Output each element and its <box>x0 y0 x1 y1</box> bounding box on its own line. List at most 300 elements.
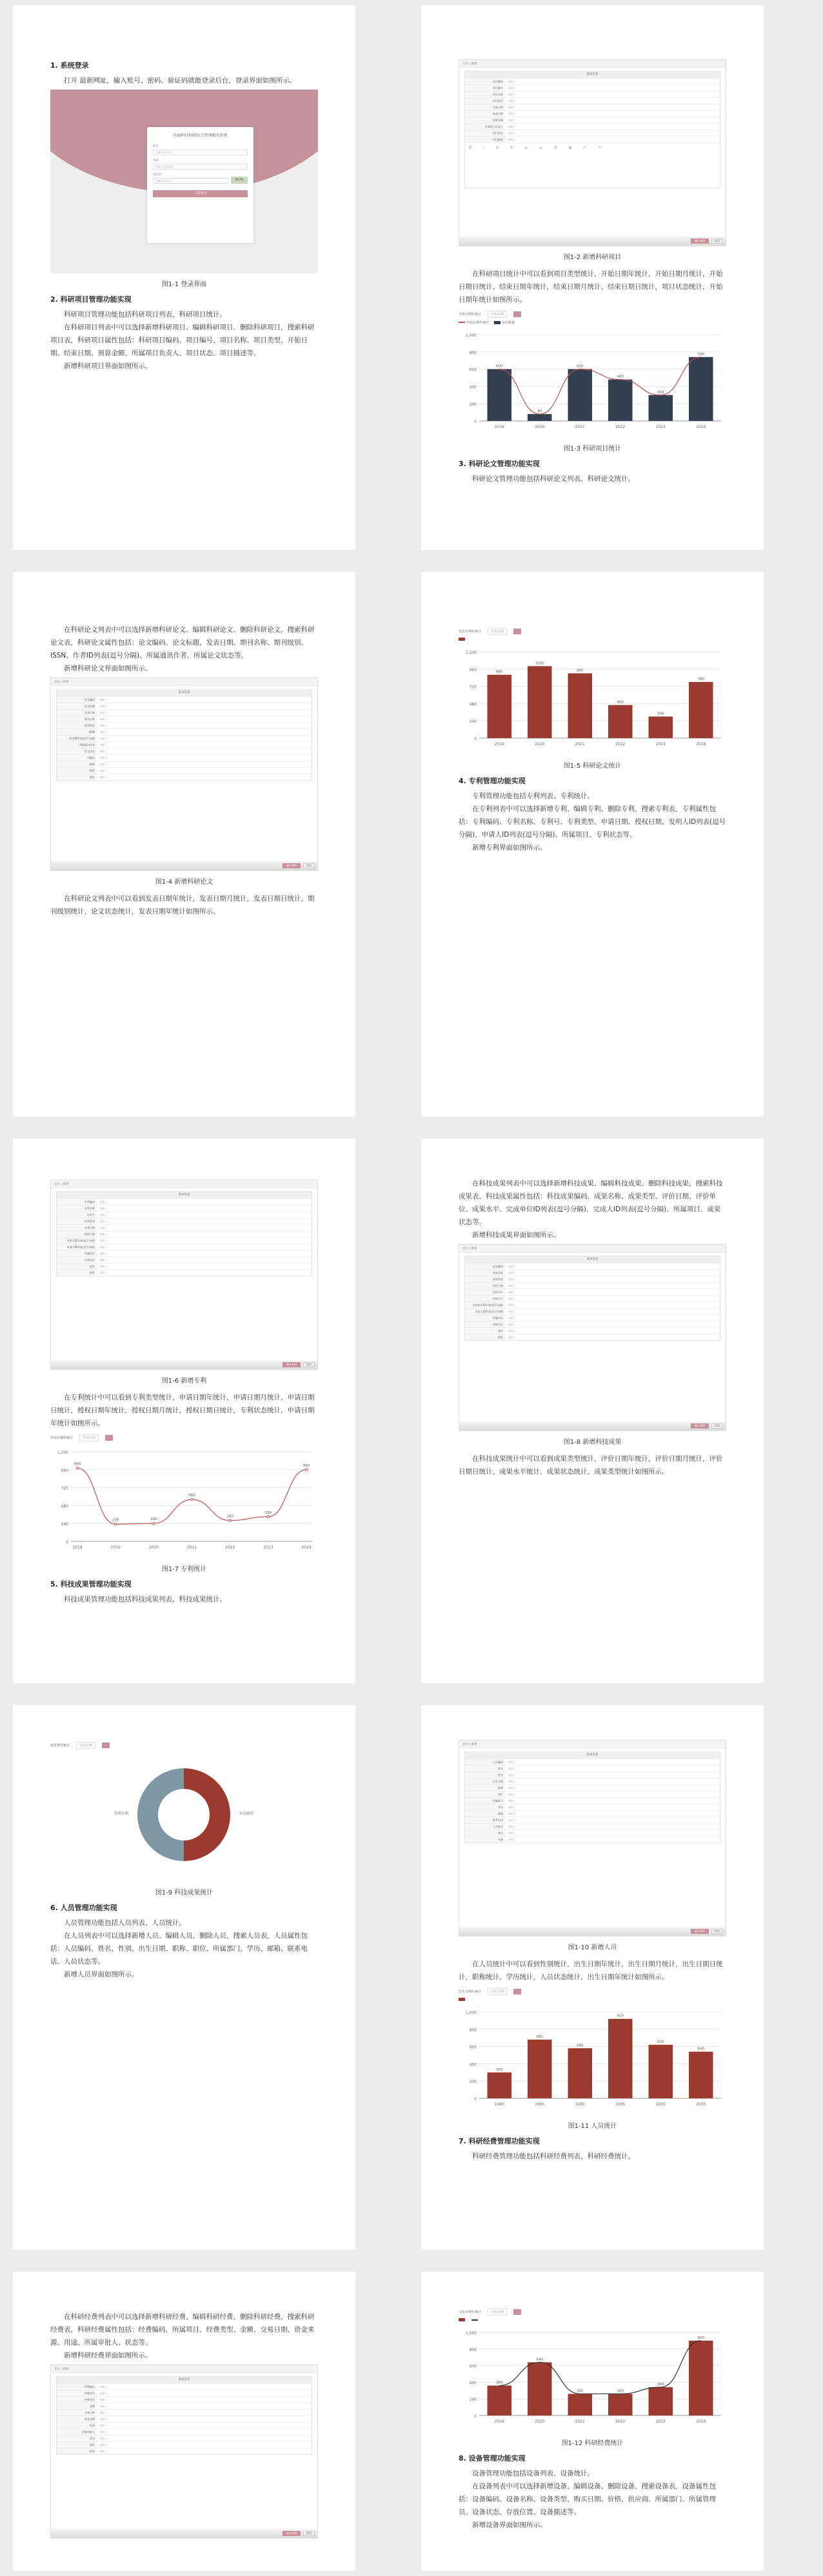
bar <box>528 2362 552 2415</box>
login-screenshot <box>50 90 318 273</box>
form-footer <box>51 1360 317 1369</box>
data-label: 960 <box>302 1463 310 1468</box>
legend-bar: 项目数量 <box>494 320 515 325</box>
form-row-label: 附件 <box>57 768 97 774</box>
form-row-input[interactable]: 请输入 <box>99 1252 107 1255</box>
form-row-label: 发明人ID列表(逗号分隔) <box>57 1238 97 1244</box>
chart-title: 申请日期年统计 <box>50 1436 74 1440</box>
form-row <box>465 78 720 84</box>
form-row-input[interactable]: 请输入 <box>99 1213 107 1216</box>
form-row-input[interactable]: 请输入 <box>508 1265 515 1268</box>
bar <box>649 717 673 739</box>
data-label: 260 <box>617 2389 624 2394</box>
bar <box>528 414 552 421</box>
form-row-input[interactable]: 请输入 <box>99 1258 107 1262</box>
form-row-label: 经费类型 <box>57 2397 97 2403</box>
form-rows <box>57 2383 312 2454</box>
form-row-input[interactable]: 请输入 <box>508 1806 515 1809</box>
form-row-input[interactable]: 请输入 <box>508 1838 515 1841</box>
chart-fig1-3 <box>459 309 726 438</box>
bar <box>488 675 512 738</box>
form-row-label: 预算金额 <box>465 117 505 123</box>
form-row-input[interactable]: 请输入 <box>508 1761 515 1764</box>
form-row-input[interactable]: 请输入 <box>508 1819 515 1822</box>
login-button[interactable]: 立即登录 <box>153 190 248 197</box>
form-row-input[interactable]: 请输入 <box>99 1245 107 1249</box>
search-button[interactable] <box>513 2309 521 2315</box>
form-row-label: 所属审批人 <box>57 2429 97 2435</box>
bar <box>488 2073 512 2098</box>
slice-label: 发明专利 <box>114 1812 128 1816</box>
date-filter[interactable]: 开始日期 <box>488 311 507 318</box>
form-row-input[interactable]: 请输入 <box>508 132 515 135</box>
form-row-label: 所属部门 <box>465 1798 505 1804</box>
data-label: 980 <box>74 1462 81 1467</box>
date-filter[interactable]: 开始日期 <box>488 628 507 635</box>
form-row-label: 姓名 <box>465 1766 505 1771</box>
x-tick-label: 2024 <box>696 425 706 429</box>
form-row-input[interactable]: 请输入 <box>508 1323 515 1326</box>
chart-fig1-7 <box>50 1432 318 1558</box>
form-row <box>465 1817 720 1823</box>
chart-title: 成果类型统计 <box>50 1743 70 1748</box>
form-row-label: 附件 <box>57 2448 97 2454</box>
para-s2-3: 新增科研项目界面如图所示。 <box>64 362 152 370</box>
x-tick-label: 2022 <box>615 742 626 746</box>
para-s7-1: 科研经费管理功能包括科研经费列表、科研经费统计。 <box>472 2152 635 2160</box>
form-row-input[interactable]: 请输入 <box>99 1207 107 1210</box>
cancel-button[interactable]: 取消 <box>711 1929 723 1934</box>
form-row-input[interactable]: 请输入 <box>99 1220 107 1223</box>
form-row <box>465 1308 720 1314</box>
form-row-input[interactable]: 请输入 <box>508 125 515 128</box>
form-row-input[interactable]: 请输入 <box>99 2385 107 2388</box>
confirm-button[interactable]: 确认新增 <box>691 239 709 244</box>
form-row-label: 人员状态 <box>465 1824 505 1830</box>
chart-fig1-5 <box>459 626 726 755</box>
heading-s2: 2. 科研项目管理功能实现 <box>50 295 132 304</box>
form-row-label: 成果编码 <box>465 1264 505 1269</box>
form-row-input[interactable]: 请输入 <box>99 2443 107 2446</box>
y-tick-label: 400 <box>469 2381 477 2386</box>
y-tick-label: 1,000 <box>465 333 477 338</box>
editor-toolbar[interactable]: B I U S ≡ ≡ ☰ ⧉ ↶ ↷ <box>465 142 720 188</box>
form-row-input[interactable]: 请输入 <box>99 743 107 746</box>
heading-s8: 8. 设备管理功能实现 <box>459 2454 526 2463</box>
form-row-input[interactable]: 请输入 <box>99 1239 107 1242</box>
caption-fig1-5: 图1-5 科研论文统计 <box>563 763 622 770</box>
form-row-input[interactable]: 请输入 <box>508 1310 515 1313</box>
form-row-input[interactable]: 请输入 <box>508 1793 515 1796</box>
y-tick-label: 0 <box>474 2097 477 2102</box>
form-row-label: 交易日期 <box>57 2410 97 2415</box>
heading-login: 1. 系统登录 <box>50 61 89 70</box>
form-row-input[interactable]: 请输入 <box>508 1291 515 1294</box>
form-row-input[interactable]: 请输入 <box>99 750 107 753</box>
y-tick-label: 960 <box>61 1468 68 1473</box>
password-label: 密码 <box>153 159 159 162</box>
data-label: 920 <box>617 2014 624 2018</box>
form-row <box>57 728 312 735</box>
cancel-button[interactable]: 取消 <box>303 2531 315 2536</box>
x-tick-label: 2018 <box>72 1545 83 1550</box>
para-s3-1: 科研论文管理功能包括科研论文列表、科研论文统计。 <box>472 475 635 483</box>
chart-fig1-12 <box>459 2307 726 2432</box>
legend-bar <box>459 1998 466 2002</box>
form-row-label: 专利类型 <box>57 1218 97 1224</box>
x-tick-label: 2021 <box>575 742 585 746</box>
form-row <box>57 2428 312 2435</box>
date-filter[interactable]: 开始日期 <box>488 2308 507 2316</box>
form-row <box>465 1327 720 1334</box>
form-row-label: 专利状态 <box>57 1257 97 1263</box>
data-label: 240 <box>150 1517 157 1522</box>
date-filter[interactable]: 开始日期 <box>76 1742 95 1749</box>
form-screenshot-fig1-8 <box>459 1244 726 1431</box>
form-row-input[interactable]: 请输入 <box>508 1767 515 1770</box>
bar <box>689 357 713 421</box>
bar <box>608 2019 633 2098</box>
captcha-input[interactable]: 请输入验证码 <box>153 178 228 184</box>
point <box>305 1469 308 1471</box>
form-rows <box>57 696 312 780</box>
form-row-input[interactable]: 请输入 <box>99 2417 107 2421</box>
confirm-button[interactable]: 确认新增 <box>691 1929 709 1934</box>
form-row-input[interactable]: 请输入 <box>508 80 515 83</box>
x-tick-label: 2019 <box>494 2419 504 2424</box>
form-row-input[interactable]: 请输入 <box>508 1329 515 1332</box>
confirm-button[interactable]: 确认新增 <box>283 863 301 868</box>
page-6 <box>421 1138 764 1683</box>
form-row-input[interactable]: 请输入 <box>508 119 515 122</box>
para-s5-1: 科技成果管理功能包括科技成果列表、科技成果统计。 <box>64 1595 226 1603</box>
point <box>153 1522 155 1525</box>
caption-fig1-7: 图1-7 专利统计 <box>161 1566 207 1573</box>
form-header: 基本信息 <box>465 72 720 78</box>
page-2 <box>421 5 764 550</box>
form-row <box>57 2441 312 2448</box>
slice-label: 实用新型 <box>239 1812 254 1816</box>
form-row <box>57 774 312 780</box>
bar <box>649 2045 673 2098</box>
form <box>464 71 720 188</box>
x-tick-label: 1985 <box>535 2102 545 2107</box>
form-row-input[interactable]: 请输入 <box>99 2424 107 2427</box>
form-row-label: 备注 <box>57 774 97 780</box>
form-row-input[interactable]: 请输入 <box>508 138 515 141</box>
form-row <box>465 1778 720 1784</box>
bar <box>568 2048 593 2098</box>
form-row <box>57 2415 312 2422</box>
x-tick-label: 2023 <box>655 425 666 429</box>
caption-fig1-11: 图1-11 人员统计 <box>568 2123 617 2130</box>
form-row-label: 项目编码 <box>465 79 505 84</box>
form-row-input[interactable]: 请输入 <box>99 1226 107 1229</box>
form-screenshot-fig1-10 <box>459 1740 726 1937</box>
form-row-label: ISSN <box>57 729 97 735</box>
form-row-input[interactable]: 请输入 <box>99 769 107 772</box>
search-button[interactable] <box>513 629 521 634</box>
form-rows <box>465 1263 720 1340</box>
form-row-label: 期刊名称 <box>57 716 97 722</box>
x-tick-label: 1995 <box>615 2102 626 2107</box>
user-label: 账号 <box>153 145 159 148</box>
legend-bar <box>459 2318 466 2322</box>
search-button[interactable] <box>513 311 521 317</box>
form-row-input[interactable]: 请输入 <box>99 2392 107 2395</box>
x-tick-label: 2005 <box>696 2102 706 2107</box>
point <box>267 1516 270 1518</box>
y-tick-label: 0 <box>474 737 477 741</box>
form-row-input[interactable]: 请输入 <box>99 2398 107 2401</box>
date-filter[interactable]: 开始日期 <box>79 1434 99 1441</box>
heading-s3: 3. 科研论文管理功能实现 <box>459 460 540 468</box>
form-row <box>465 1321 720 1327</box>
form-row-input[interactable]: 请输入 <box>508 93 515 96</box>
para-s7-2: 在科研经费列表中可以选择新增科研经费、编辑科研经费、删除科研经费，搜索科研经费表，科研经费属性包括：经费编码、所属项目、经费类型、金额、交易日期、资金来源、用途、所属审批人、状态等。 <box>50 2313 315 2347</box>
form-row-input[interactable]: 请输入 <box>99 698 107 701</box>
data-label: 1000 <box>535 661 544 666</box>
form-row-input[interactable]: 请输入 <box>99 724 107 727</box>
user-input[interactable]: 请输入您的账号 <box>153 150 248 155</box>
date-filter[interactable]: 开始日期 <box>488 1988 507 1995</box>
bar <box>528 2040 552 2098</box>
caption-fig1-9: 图1-9 科技成果统计 <box>155 1889 213 1897</box>
form-row-label: 项目名称 <box>465 92 505 97</box>
form-row-label: 专利名称 <box>57 1205 97 1211</box>
form-row <box>57 2409 312 2415</box>
form-row-input[interactable]: 请输入 <box>508 1831 515 1835</box>
captcha-label: 验证码 <box>153 173 162 177</box>
form-row-input[interactable]: 请输入 <box>508 1278 515 1281</box>
form-row <box>57 709 312 716</box>
cancel-button[interactable]: 取消 <box>711 1423 723 1429</box>
form-row-label: 专利号 <box>57 1212 97 1218</box>
y-tick-label: 600 <box>469 2045 477 2050</box>
form-row-input[interactable]: 请输入 <box>508 99 515 102</box>
chart-fig1-5-plot <box>459 643 726 752</box>
form-row-label: 论文状态 <box>57 748 97 754</box>
para-s6-3: 新增人员界面如图所示。 <box>64 1971 139 1978</box>
y-tick-label: 0 <box>474 2414 477 2419</box>
form-row-input[interactable]: 请输入 <box>508 1812 515 1815</box>
form-row-input[interactable]: 请输入 <box>99 711 107 714</box>
form-row <box>465 1289 720 1295</box>
captcha-image[interactable]: 4n7k <box>231 177 248 184</box>
form-row-input[interactable]: 请输入 <box>508 1773 515 1777</box>
legend-line: 开始日期年统计 <box>459 320 489 325</box>
form-row-input[interactable]: 请输入 <box>99 717 107 721</box>
x-tick-label: 2000 <box>655 2102 666 2107</box>
page-3 <box>13 572 355 1117</box>
form-row-input[interactable]: 请输入 <box>99 1233 107 1236</box>
search-button[interactable] <box>102 1742 110 1748</box>
confirm-button[interactable]: 确认新增 <box>691 1423 709 1429</box>
heading-s5: 5. 科技成果管理功能实现 <box>50 1580 132 1588</box>
data-label: 880 <box>496 670 503 674</box>
form-row-label: 所属项目负责人 <box>465 124 505 130</box>
form-row-input[interactable]: 请输入 <box>508 1336 515 1339</box>
form-row-input[interactable]: 请输入 <box>99 1271 107 1274</box>
pie-slice <box>184 1768 230 1861</box>
form-row <box>465 1791 720 1797</box>
form-row-input[interactable]: 请输入 <box>508 1786 515 1790</box>
form-row-input[interactable]: 请输入 <box>508 1284 515 1287</box>
form-row-label: 摘要 <box>57 761 97 767</box>
para-s4-3: 新增专利界面如图所示。 <box>472 844 547 852</box>
bar <box>689 2052 713 2098</box>
form-row <box>465 136 720 142</box>
form-row <box>57 1250 312 1256</box>
form-row-input[interactable]: 请输入 <box>99 705 107 708</box>
search-button[interactable] <box>105 1435 113 1441</box>
form-row <box>465 1334 720 1340</box>
para-s2-2: 在科研项目列表中可以选择新增科研项目、编辑科研项目、删除科研项目，搜索科研项目表，科研项目属性包括：科研项目编码、项目编号、项目名称、项目类型、开始日期、结束日期、预算金额、所属项目负责人、项目状态、项目描述等。 <box>50 324 315 357</box>
form-row-label: 学历 <box>465 1804 505 1810</box>
search-button[interactable] <box>513 1989 521 1995</box>
confirm-button[interactable]: 确认新增 <box>283 1362 301 1367</box>
para-s7-3: 新增科研经费界面如图所示。 <box>64 2352 152 2359</box>
form-row <box>57 716 312 722</box>
cancel-button[interactable]: 取消 <box>303 863 315 868</box>
form <box>464 1751 720 1843</box>
form-row <box>465 1797 720 1804</box>
bar <box>488 2386 512 2415</box>
form-row-input[interactable]: 请输入 <box>99 763 107 766</box>
form-row <box>57 1237 312 1244</box>
x-tick-label: 2020 <box>148 1545 159 1550</box>
data-label: 280 <box>226 1514 233 1519</box>
form-row <box>57 722 312 728</box>
form-row-input[interactable]: 请输入 <box>508 1825 515 1828</box>
form-row-input[interactable]: 请输入 <box>508 1316 515 1320</box>
form-row <box>465 1784 720 1791</box>
data-label: 340 <box>657 2383 664 2387</box>
form <box>56 2376 312 2455</box>
form-row-label: 成果类型 <box>465 1276 505 1282</box>
form-row-label: 所属通讯作者 <box>57 742 97 748</box>
x-tick-label: 2019 <box>494 742 504 746</box>
cancel-button[interactable]: 取消 <box>711 239 723 244</box>
x-tick-label: 2021 <box>575 2419 585 2424</box>
data-label: 480 <box>617 375 624 379</box>
page-8 <box>421 1705 764 2250</box>
chart-fig1-12-plot <box>459 2323 726 2430</box>
data-label: 260 <box>577 2389 584 2394</box>
form-row-input[interactable]: 请输入 <box>508 1799 515 1802</box>
form-row-label: 状态 <box>57 2435 97 2441</box>
y-tick-label: 200 <box>469 2080 477 2085</box>
x-tick-label: 2024 <box>301 1545 312 1550</box>
legend-line <box>471 2318 479 2322</box>
data-label: 360 <box>496 2381 503 2385</box>
form-row-input[interactable]: 请输入 <box>99 730 107 734</box>
form-row-label: 成果水平 <box>465 1296 505 1302</box>
caption-fig1-10: 图1-10 新增人员 <box>568 1944 617 1951</box>
form-row-input[interactable]: 请输入 <box>508 1297 515 1300</box>
caption-fig1-3: 图1-3 科研项目统计 <box>563 445 622 453</box>
form-row-label: 附件 <box>57 1270 97 1276</box>
breadcrumb: 首页 / 新增 <box>459 1741 726 1748</box>
form-row-label: 评价单位 <box>465 1289 505 1295</box>
form-row <box>465 1804 720 1810</box>
form-row-input[interactable]: 请输入 <box>99 2405 107 2408</box>
form-row <box>57 1218 312 1224</box>
bar <box>649 2387 673 2415</box>
y-tick-label: 240 <box>61 1522 68 1527</box>
confirm-button[interactable]: 确认新增 <box>283 2531 301 2536</box>
y-tick-label: 1,200 <box>57 1450 68 1455</box>
form-row-label: 期刊级别 <box>57 723 97 728</box>
para-s6-2: 在人员列表中可以选择新增人员、编辑人员、删除人员，搜索人员表，人员属性包括：人员编码、姓名、性别、出生日期、职称、职位、所属部门、学历、邮箱、联系电话、人员状态等。 <box>50 1932 308 1966</box>
heading-s6: 6. 人员管理功能实现 <box>50 1904 117 1912</box>
form-row-input[interactable]: 请输入 <box>99 2450 107 2453</box>
point <box>76 1467 79 1470</box>
form-row-input[interactable]: 请输入 <box>99 737 107 740</box>
form-row <box>465 1295 720 1302</box>
form-row-input[interactable]: 请输入 <box>508 86 515 90</box>
para-s5-3: 新增科技成果界面如图所示。 <box>472 1231 560 1239</box>
form-row <box>57 2435 312 2441</box>
form-row-label: 专利编码 <box>57 1199 97 1205</box>
form-row-input[interactable]: 请输入 <box>508 106 515 109</box>
form-row <box>57 748 312 754</box>
form-row-input[interactable]: 请输入 <box>99 1200 107 1204</box>
x-tick-label: 2021 <box>186 1545 197 1550</box>
bar <box>568 674 593 739</box>
caption-fig1-12: 图1-12 科研经费统计 <box>561 2440 624 2447</box>
form-screenshot-fig1-6 <box>50 1180 318 1370</box>
x-tick-label: 2023 <box>263 1545 273 1550</box>
form-row <box>465 1276 720 1282</box>
chart-fig1-9-plot <box>50 1750 318 1879</box>
form-row-label: 职位 <box>465 1791 505 1797</box>
form-row-label: 头像 <box>465 1837 505 1842</box>
form-row-input[interactable]: 请输入 <box>508 1271 515 1274</box>
password-input[interactable]: 请输入您的密码 <box>153 164 248 170</box>
cancel-button[interactable]: 取消 <box>303 1362 315 1367</box>
page-5 <box>13 1138 355 1683</box>
form-row-input[interactable]: 请输入 <box>99 2411 107 2414</box>
y-tick-label: 800 <box>469 2347 477 2352</box>
data-label: 300 <box>496 2067 503 2072</box>
form-row-label: 论文标题 <box>57 703 97 709</box>
bar <box>488 369 512 421</box>
breadcrumb: 首页 / 新增 <box>51 1180 317 1188</box>
form-row-input[interactable]: 请输入 <box>508 112 515 115</box>
caption-fig1-8: 图1-8 新增科技成果 <box>563 1439 622 1446</box>
form-row <box>465 1314 720 1321</box>
para-s3-4: 在科研论文列表中可以看到发表日期年统计，发表日期月统计，发表日期日统计，期刊级别统计，论文状态统计，发表日期年统计如图所示。 <box>50 895 315 915</box>
form-row-input[interactable]: 请输入 <box>508 1303 515 1307</box>
form-row-input[interactable]: 请输入 <box>99 2430 107 2434</box>
form-row-label: 完成人ID列表(逗号分隔) <box>465 1309 505 1314</box>
point <box>191 1498 193 1501</box>
form-row-label: 结束日期 <box>465 111 505 117</box>
form-row-input[interactable]: 请输入 <box>99 756 107 759</box>
form-row-input[interactable]: 请输入 <box>99 1265 107 1268</box>
form-row-input[interactable]: 请输入 <box>508 1780 515 1783</box>
form-row-input[interactable]: 请输入 <box>99 2437 107 2440</box>
form-row <box>465 117 720 123</box>
y-tick-label: 480 <box>61 1504 68 1509</box>
form-row-label: 备注 <box>465 1830 505 1836</box>
para-s8-3: 新增设备界面如图所示。 <box>472 2521 547 2529</box>
form-row-input[interactable]: 请输入 <box>99 776 107 779</box>
form-row <box>465 104 720 110</box>
data-label: 230 <box>112 1518 119 1523</box>
chart-title: 交易日期年统计 <box>459 2310 482 2314</box>
